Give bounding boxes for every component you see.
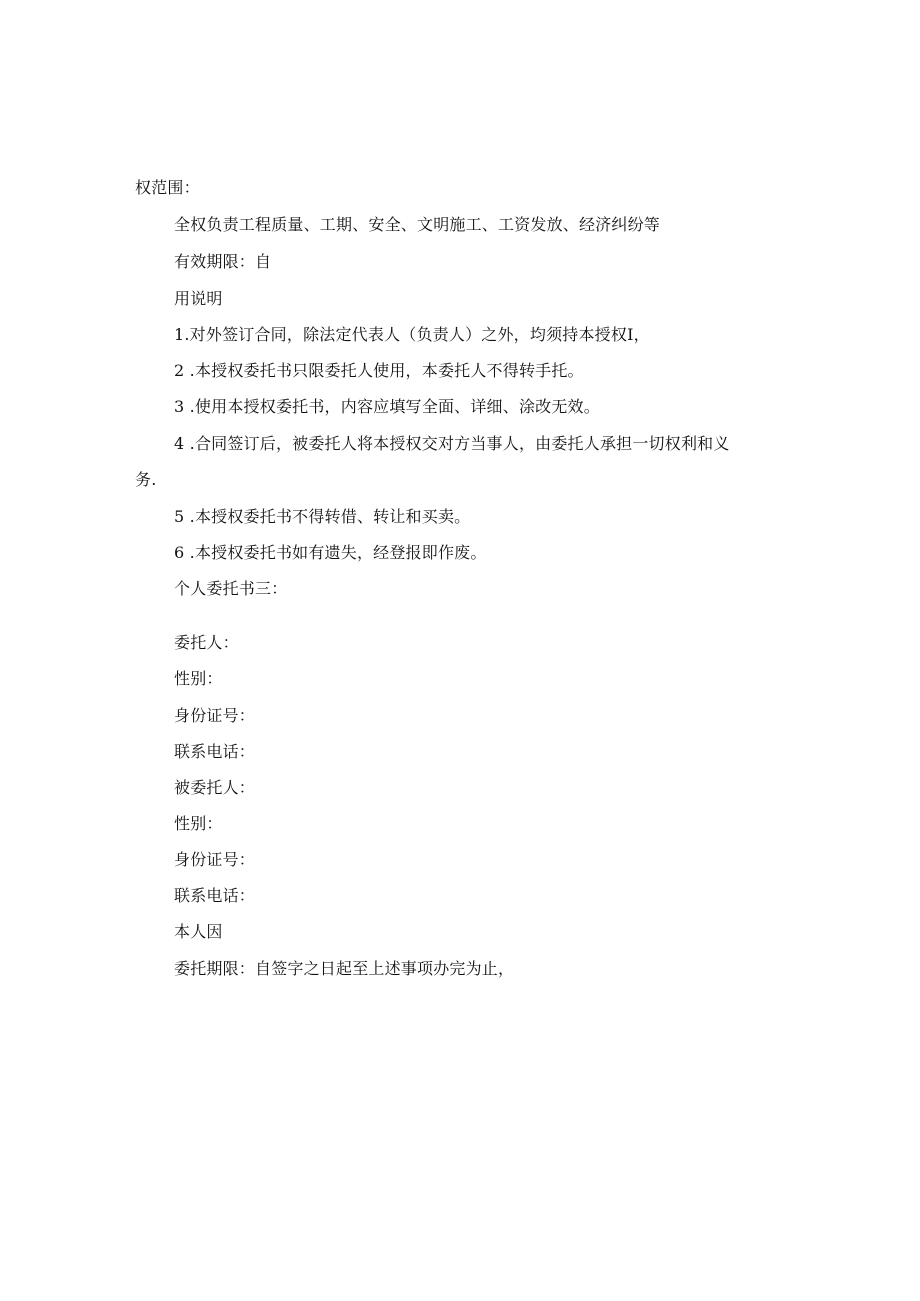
term-text: 委托期限：自签字之日起至上述事项办完为止，: [174, 959, 515, 978]
principal-phone: 联系电话：: [174, 742, 256, 761]
usage-note-4-continuation: 务.: [135, 470, 157, 489]
usage-notes-heading: 用说明: [174, 289, 223, 308]
agent-phone: 联系电话：: [174, 886, 256, 905]
agent-id: 身份证号：: [174, 850, 256, 869]
usage-note-2: 2 .本授权委托书只限委托人使用，本委托人不得转手托。: [174, 361, 584, 380]
usage-note-1: 1.对外签订合同，除法定代表人（负责人）之外，均须持本授权I，: [174, 325, 650, 344]
principal-gender: 性别：: [174, 669, 223, 688]
usage-note-3: 3 .使用本授权委托书，内容应填写全面、详细、涂改无效。: [174, 397, 600, 416]
scope-heading: 权范围：: [135, 178, 200, 197]
reason-text: 本人因: [174, 922, 223, 941]
usage-note-5: 5 .本授权委托书不得转借、转让和买卖。: [174, 507, 471, 526]
agent-gender: 性别：: [174, 814, 223, 833]
validity-text: 有效期限：自: [174, 252, 272, 271]
personal-letter-title: 个人委托书三：: [174, 579, 288, 598]
principal-label: 委托人：: [174, 633, 239, 652]
agent-label: 被委托人：: [174, 778, 256, 797]
usage-note-4: 4 .合同签订后，被委托人将本授权交对方当事人，由委托人承担一切权利和义: [174, 434, 730, 453]
principal-id: 身份证号：: [174, 706, 256, 725]
usage-note-6: 6 .本授权委托书如有遗失，经登报即作废。: [174, 543, 487, 562]
scope-content: 全权负责工程质量、工期、安全、文明施工、工资发放、经济纠纷等: [174, 215, 661, 234]
